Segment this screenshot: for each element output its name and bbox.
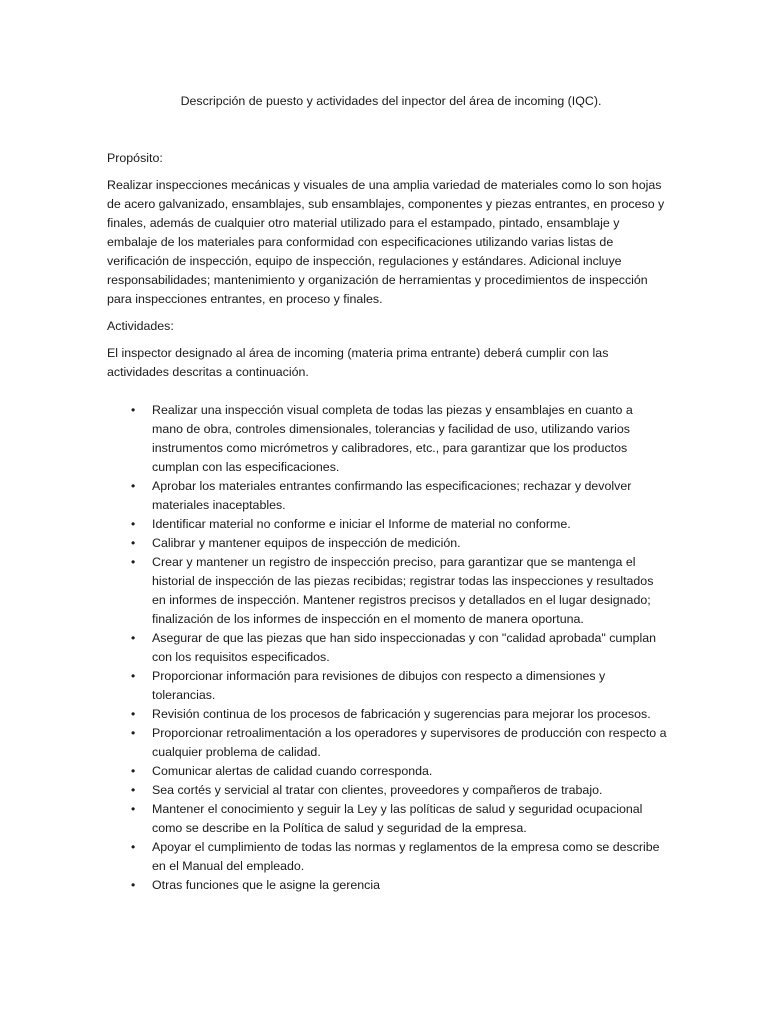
- document-title: Descripción de puesto y actividades del inpector del área de incoming (IQC).: [180, 94, 602, 108]
- list-item-text: Apoyar el cumplimiento de todas las normas y reglamentos de la empresa como se describe en el Manual del empleado.: [152, 840, 660, 873]
- bullet-icon: •: [131, 631, 136, 645]
- list-item: [107, 534, 667, 553]
- list-item: [107, 553, 667, 629]
- list-item-text: Aprobar los materiales entrantes confirmando las especificaciones; rechazar y devolver materiales inaceptables.: [152, 479, 632, 512]
- bullet-icon: •: [131, 517, 136, 531]
- purpose-heading: Propósito:: [107, 151, 163, 165]
- activities-heading: Actividades:: [107, 319, 174, 333]
- list-item-text: Proporcionar retroalimentación a los operadores y supervisores de producción con respecto a cualquier problema de calidad.: [152, 726, 667, 759]
- bullet-icon: •: [131, 555, 136, 569]
- list-item-text: Crear y mantener un registro de inspección preciso, para garantizar que se mantenga el historial de inspección de las piezas recibidas; registrar todas las inspecciones y resultados en informes de inspección. Mantener registros precisos y detallados en el lugar designado; finalización de los informes de inspección en el momento de manera oportuna.: [152, 555, 654, 626]
- list-item-text: Realizar una inspección visual completa de todas las piezas y ensamblajes en cuanto a mano de obra, controles dimensionales, tolerancias y facilidad de uso, utilizando varios instrumentos como micrómetros y calibradores, etc., para garantizar que los productos cumplan con las especificaciones.: [152, 403, 633, 474]
- list-item: [107, 838, 667, 876]
- activities-intro-paragraph: El inspector designado al área de incoming (materia prima entrante) deberá cumplir con las actividades descritas a continuación.: [107, 346, 609, 379]
- list-item: [107, 876, 667, 895]
- bullet-icon: •: [131, 878, 136, 892]
- bullet-icon: •: [131, 783, 136, 797]
- list-item: [107, 515, 667, 534]
- bullet-icon: •: [131, 403, 136, 417]
- list-item: [107, 477, 667, 515]
- list-item: [107, 705, 667, 724]
- bullet-icon: •: [131, 479, 136, 493]
- bullet-icon: •: [131, 669, 136, 683]
- list-item-text: Revisión continua de los procesos de fabricación y sugerencias para mejorar los procesos.: [152, 707, 651, 721]
- list-item: [107, 401, 667, 477]
- list-item-text: Sea cortés y servicial al tratar con clientes, proveedores y compañeros de trabajo.: [152, 783, 603, 797]
- list-item: [107, 800, 667, 838]
- bullet-icon: •: [131, 707, 136, 721]
- bullet-icon: •: [131, 840, 136, 854]
- list-item-text: Comunicar alertas de calidad cuando corresponda.: [152, 764, 433, 778]
- document-content: [107, 92, 667, 895]
- list-item: [107, 629, 667, 667]
- list-item: [107, 724, 667, 762]
- list-item-text: Asegurar de que las piezas que han sido inspeccionadas y con "calidad aprobada" cumplan con los requisitos especificados.: [152, 631, 657, 664]
- purpose-paragraph: Realizar inspecciones mecánicas y visuales de una amplia variedad de materiales como lo son hojas de acero galvanizado, ensamblajes, sub ensamblajes, componentes y piezas entrantes, en proceso y finales, además de cualquier otro material utilizado para el estampado, pintado, ensamblaje y embalaje de los materiales para conformidad con especificaciones utilizando varias listas de verificación de inspección, equipo de inspección, regulaciones y estándares. Adicional incluye responsabilidades; mantenimiento y organización de herramientas y procedimientos de inspección para inspecciones entrantes, en proceso y finales.: [107, 178, 665, 306]
- list-item: [107, 781, 667, 800]
- bullet-icon: •: [131, 726, 136, 740]
- list-item-text: Proporcionar información para revisiones de dibujos con respecto a dimensiones y tolerancias.: [152, 669, 606, 702]
- list-item-text: Mantener el conocimiento y seguir la Ley y las políticas de salud y seguridad ocupacional como se describe en la Política de salud y seguridad de la empresa.: [152, 802, 643, 835]
- bullet-icon: •: [131, 764, 136, 778]
- bullet-icon: •: [131, 536, 136, 550]
- activities-list: [107, 401, 667, 895]
- bullet-icon: •: [131, 802, 136, 816]
- list-item: [107, 762, 667, 781]
- list-item-text: Calibrar y mantener equipos de inspección de medición.: [152, 536, 461, 550]
- list-item: [107, 667, 667, 705]
- list-item-text: Identificar material no conforme e iniciar el Informe de material no conforme.: [152, 517, 571, 531]
- list-item-text: Otras funciones que le asigne la gerencia: [152, 878, 380, 892]
